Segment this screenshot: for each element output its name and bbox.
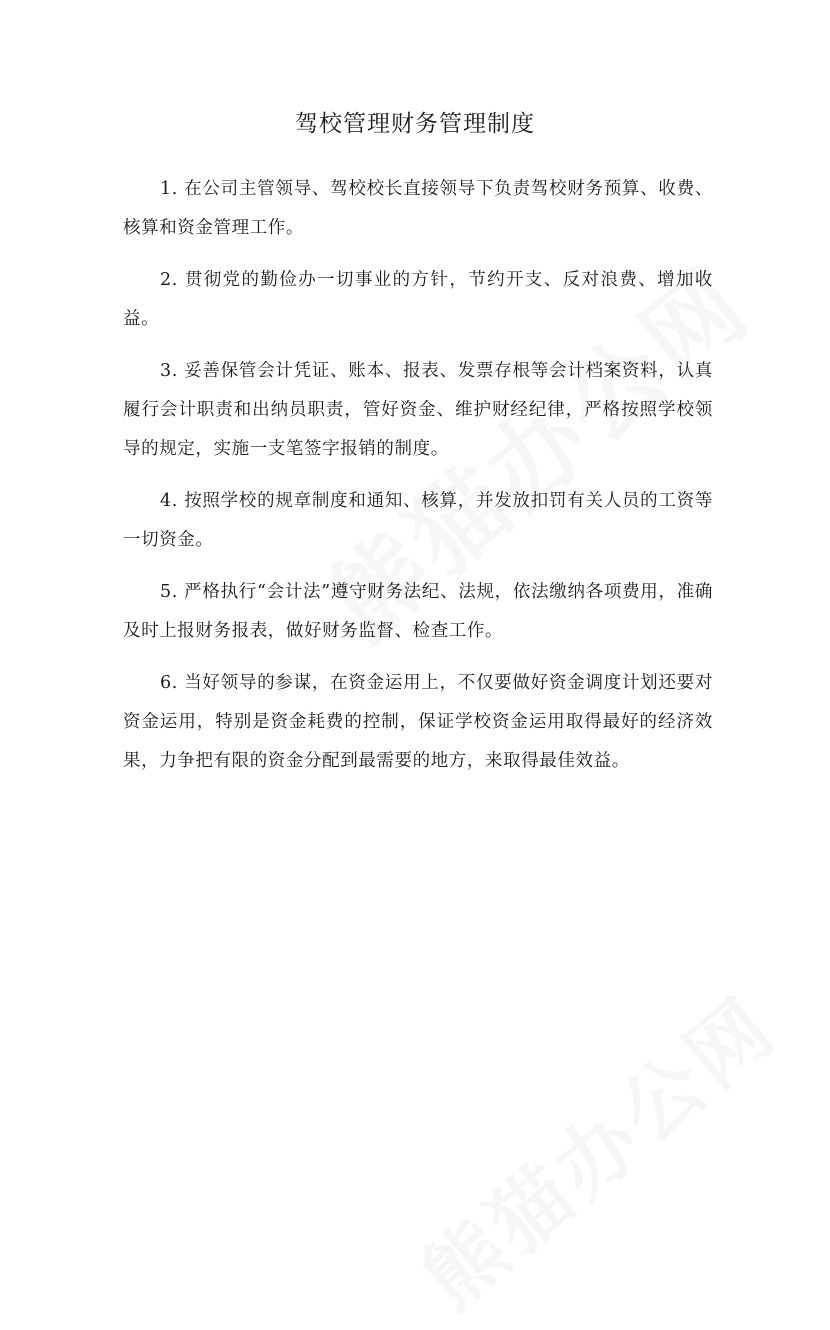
paragraph-4: 4. 按照学校的规章制度和通知、核算，并发放扣罚有关人员的工资等一切资金。 [123,491,713,550]
paragraph-3: 3. 妥善保管会计凭证、账本、报表、发票存根等会计档案资料，认真履行会计职责和出纳员职责，管好资金、维护财经纪律，严格按照学校领导的规定，实施一支笔签字报销的制度。 [123,361,713,459]
paragraph-6: 6. 当好领导的参谋，在资金运用上，不仅要做好资金调度计划还要对资金运用，特别是资金耗费的控制，保证学校资金运用取得最好的经济效果，力争把有限的资金分配到最需要的地方，来取得最佳效益。 [123,673,713,771]
document-title: 驾校管理财务管理制度 [295,111,535,137]
watermark-bottom [393,965,796,1329]
paragraph-5: 5. 严格执行“会计法”遵守财务法纪、法规，依法缴纳各项费用，准确及时上报财务报表，做好财务监督、检查工作。 [123,582,713,641]
paragraph-1: 1. 在公司主管领导、驾校校长直接领导下负责驾校财务预算、收费、核算和资金管理工作。 [123,179,713,238]
document-body [123,170,713,794]
paragraph-2: 2. 贯彻党的勤俭办一切事业的方针，节约开支、反对浪费、增加收益。 [123,270,713,329]
